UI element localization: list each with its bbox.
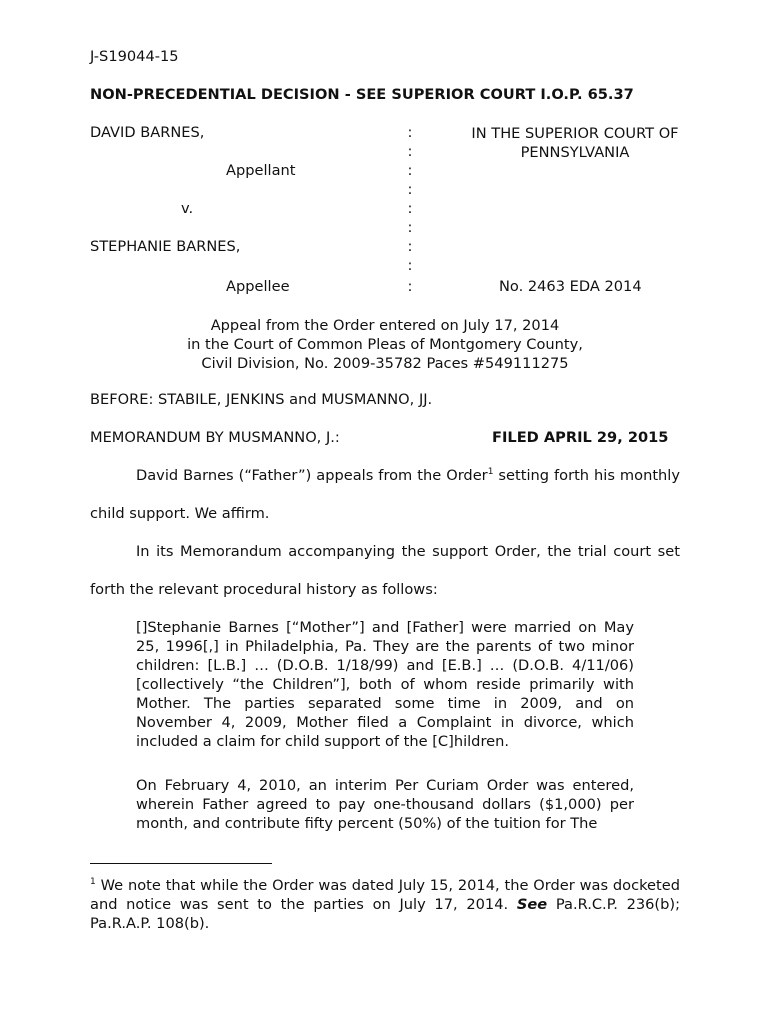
- colon-separator: :: [407, 278, 413, 295]
- colon-separator: :: [407, 257, 413, 274]
- versus-label: v.: [181, 200, 194, 217]
- court-name-line1: IN THE SUPERIOR COURT OF: [471, 125, 679, 142]
- appeal-line1: Appeal from the Order entered on July 17, 2014: [210, 317, 560, 334]
- footnote-divider: [90, 863, 272, 864]
- appellee-role: Appellee: [226, 278, 290, 295]
- memorandum-author: MEMORANDUM BY MUSMANNO, J.:: [90, 429, 340, 446]
- footnote-reference: 1: [487, 467, 494, 477]
- court-name-line2: PENNSYLVANIA: [520, 144, 630, 161]
- colon-separator: :: [407, 162, 413, 179]
- colon-separator: :: [407, 124, 413, 141]
- case-number: No. 2463 EDA 2014: [499, 278, 642, 295]
- docket-id: J-S19044-15: [90, 48, 179, 65]
- appellee-name: STEPHANIE BARNES,: [90, 238, 241, 255]
- block-quote-paragraph: []Stephanie Barnes [“Mother”] and [Father] were married on May 25, 1996[,] in Philadelphia, Pa. They are the parents of two minor children: [L.B.] … (D.O.B. 1/18/99) and [E.B.] … (D.O.B. 4/11/06) [collectively “the Children”], both of whom reside primarily with Mother. The parties separated some time in 2009, and on November 4, 2009, Mother filed a Complaint in divorce, which included a claim for child support of the [C]hildren.: [136, 619, 634, 750]
- citation-signal: See: [516, 896, 548, 913]
- footnote-citation: Pa.R.C.P. 236(b); Pa.R.A.P. 108(b).: [90, 896, 680, 932]
- court-name: [440, 124, 710, 162]
- filed-date: FILED APRIL 29, 2015: [492, 429, 669, 446]
- colon-separator: :: [407, 143, 413, 160]
- colon-separator: :: [407, 219, 413, 236]
- footnote-number: 1: [90, 877, 96, 887]
- panel-judges: BEFORE: STABILE, JENKINS and MUSMANNO, JJ.: [90, 391, 433, 408]
- opening-text-continued: setting forth his monthly child support. We affirm.: [90, 467, 680, 522]
- appeal-line3: Civil Division, No. 2009-35782 Paces #549111275: [201, 355, 569, 372]
- appellant-role: Appellant: [226, 162, 296, 179]
- appellant-name: DAVID BARNES,: [90, 124, 205, 141]
- opening-paragraph: [90, 457, 680, 533]
- appeal-description: [90, 316, 680, 373]
- opening-text: David Barnes (“Father”) appeals from the Order: [136, 467, 488, 484]
- colon-separator: :: [407, 238, 413, 255]
- procedural-history-intro: In its Memorandum accompanying the support Order, the trial court set forth the relevant procedural history as follows:: [90, 543, 680, 598]
- colon-separator: :: [407, 181, 413, 198]
- footnote-text: We note that while the Order was dated July 15, 2014, the Order was docketed and notice was sent to the parties on July 17, 2014.: [90, 877, 680, 913]
- decision-type-heading: NON-PRECEDENTIAL DECISION - SEE SUPERIOR COURT I.O.P. 65.37: [90, 86, 634, 103]
- block-quote-paragraph: On February 4, 2010, an interim Per Curiam Order was entered, wherein Father agreed to pay one-thousand dollars ($1,000) per month, and contribute fifty percent (50%) of the tuition for The: [136, 777, 634, 832]
- appeal-line2: in the Court of Common Pleas of Montgomery County,: [187, 336, 583, 353]
- footnote: [90, 876, 680, 933]
- colon-separator: :: [407, 200, 413, 217]
